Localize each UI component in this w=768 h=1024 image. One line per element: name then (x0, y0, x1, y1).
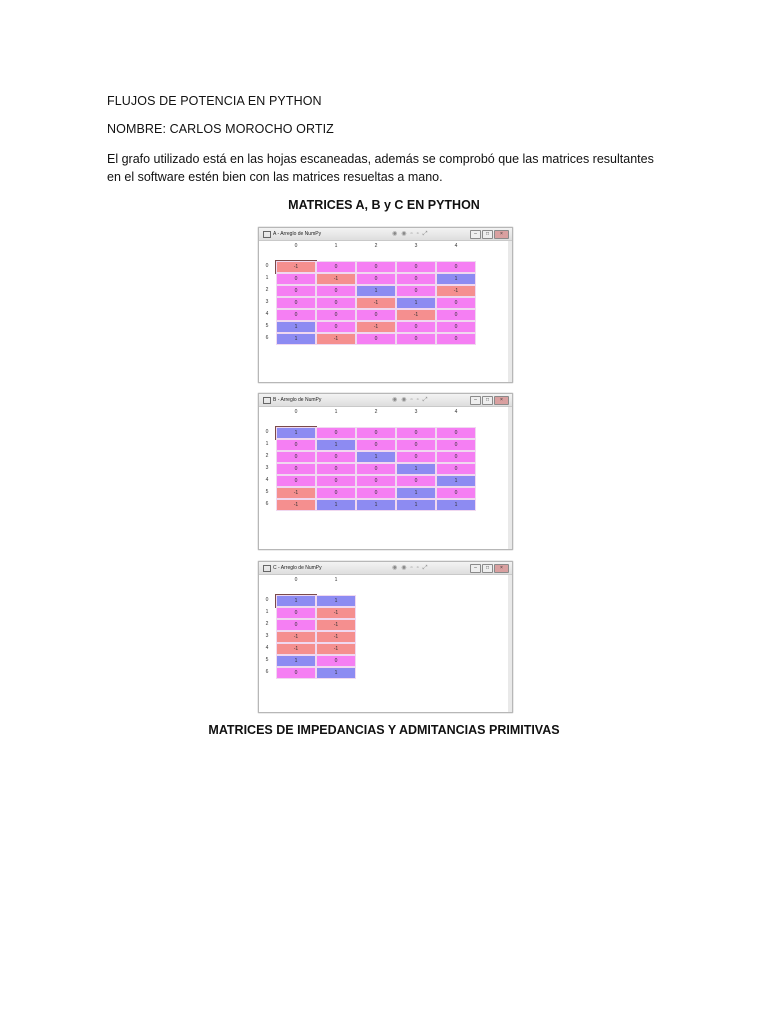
array-cell[interactable]: 0 (276, 451, 316, 463)
array-cell[interactable]: 0 (396, 285, 436, 297)
row-header[interactable]: 2 (265, 453, 269, 459)
array-cell[interactable]: 0 (396, 321, 436, 333)
row-header[interactable]: 0 (265, 597, 269, 603)
array-cell[interactable]: -1 (316, 643, 356, 655)
toolbar-icons[interactable]: ◉◉▫▫⤢ (392, 565, 432, 571)
array-cell[interactable]: -1 (316, 607, 356, 619)
array-cell[interactable]: 1 (276, 333, 316, 345)
column-header[interactable]: 0 (294, 577, 298, 583)
array-cell[interactable]: 1 (396, 463, 436, 475)
window-titlebar[interactable] (259, 562, 512, 575)
array-cell[interactable]: 0 (436, 261, 476, 273)
array-cell[interactable]: 1 (276, 595, 316, 607)
row-header[interactable]: 5 (265, 323, 269, 329)
array-cell[interactable]: 1 (316, 439, 356, 451)
array-cell[interactable]: -1 (276, 643, 316, 655)
column-header[interactable]: 2 (374, 409, 378, 415)
maximize-icon[interactable]: □ (482, 230, 493, 239)
column-header[interactable]: 3 (414, 409, 418, 415)
array-cell[interactable]: 0 (316, 285, 356, 297)
array-cell[interactable]: 0 (276, 607, 316, 619)
array-cell[interactable]: 1 (316, 499, 356, 511)
row-header[interactable]: 1 (265, 275, 269, 281)
array-cell[interactable]: 0 (276, 439, 316, 451)
vertical-scrollbar[interactable] (508, 575, 512, 712)
array-cell[interactable]: 1 (276, 427, 316, 439)
array-cell[interactable]: 0 (316, 261, 356, 273)
array-cell[interactable]: 1 (396, 487, 436, 499)
toolbar-icons[interactable]: ◉◉▫▫⤢ (392, 231, 432, 237)
section-heading-impedances: MATRICES DE IMPEDANCIAS Y ADMITANCIAS PRIMITIVAS (208, 723, 560, 737)
array-cell[interactable]: 1 (396, 499, 436, 511)
row-header[interactable]: 1 (265, 609, 269, 615)
grid-icon (263, 397, 271, 404)
row-header[interactable]: 2 (265, 287, 269, 293)
intro-paragraph (107, 150, 667, 186)
window-titlebar[interactable] (259, 394, 512, 407)
row-header[interactable]: 4 (265, 311, 269, 317)
row-header[interactable]: 3 (265, 633, 269, 639)
array-cell[interactable]: -1 (276, 261, 316, 273)
row-header[interactable]: 3 (265, 299, 269, 305)
array-cell[interactable]: 0 (396, 273, 436, 285)
array-cell[interactable]: 0 (316, 309, 356, 321)
array-cell[interactable]: 1 (436, 499, 476, 511)
row-header[interactable]: 5 (265, 489, 269, 495)
array-cell[interactable]: 0 (396, 451, 436, 463)
array-cell[interactable]: -1 (276, 499, 316, 511)
array-cell[interactable]: 1 (356, 451, 396, 463)
column-header[interactable]: 1 (334, 409, 338, 415)
array-cell[interactable]: 0 (316, 655, 356, 667)
row-header[interactable]: 6 (265, 669, 269, 675)
close-icon[interactable]: × (494, 230, 509, 239)
array-cell[interactable]: 0 (436, 439, 476, 451)
array-cell[interactable]: 0 (276, 309, 316, 321)
array-cell[interactable]: 0 (316, 475, 356, 487)
numpy-window-c[interactable] (258, 561, 513, 713)
array-cell[interactable]: -1 (436, 285, 476, 297)
array-cell[interactable]: 1 (316, 667, 356, 679)
paragraph-line: El grafo utilizado está en las hojas escaneadas, además se comprobó que las matrices resultantes (107, 152, 654, 166)
array-cell[interactable]: 1 (356, 285, 396, 297)
row-header[interactable]: 5 (265, 657, 269, 663)
maximize-icon[interactable]: □ (482, 564, 493, 573)
window-titlebar[interactable] (259, 228, 512, 241)
array-cell[interactable]: -1 (356, 297, 396, 309)
row-header[interactable]: 4 (265, 477, 269, 483)
array-cell[interactable]: 0 (436, 463, 476, 475)
array-grid[interactable] (259, 575, 512, 712)
toolbar-icons[interactable]: ◉◉▫▫⤢ (392, 397, 432, 403)
array-cell[interactable]: 0 (356, 309, 396, 321)
array-cell[interactable]: 0 (316, 487, 356, 499)
array-cell[interactable]: 0 (276, 667, 316, 679)
vertical-scrollbar[interactable] (508, 407, 512, 549)
array-cell[interactable]: 0 (356, 333, 396, 345)
array-cell[interactable]: -1 (356, 321, 396, 333)
author-name: NOMBRE: CARLOS MOROCHO ORTIZ (107, 122, 334, 136)
array-cell[interactable]: 1 (396, 297, 436, 309)
array-cell[interactable]: 0 (356, 427, 396, 439)
array-cell[interactable]: 0 (436, 321, 476, 333)
column-header[interactable]: 1 (334, 243, 338, 249)
row-header[interactable]: 3 (265, 465, 269, 471)
array-cell[interactable]: 0 (356, 475, 396, 487)
array-cell[interactable]: 0 (396, 427, 436, 439)
column-header[interactable]: 3 (414, 243, 418, 249)
column-header[interactable]: 1 (334, 577, 338, 583)
close-icon[interactable]: × (494, 564, 509, 573)
array-grid[interactable] (259, 407, 512, 549)
array-cell[interactable]: 0 (356, 273, 396, 285)
array-cell[interactable]: 0 (436, 297, 476, 309)
array-cell[interactable]: -1 (316, 619, 356, 631)
window-title: C - Arreglo de NumPy (273, 565, 322, 571)
column-header[interactable]: 0 (294, 243, 298, 249)
array-cell[interactable]: 1 (316, 595, 356, 607)
array-cell[interactable]: 0 (436, 487, 476, 499)
array-cell[interactable]: 0 (276, 475, 316, 487)
vertical-scrollbar[interactable] (508, 241, 512, 382)
document-title: FLUJOS DE POTENCIA EN PYTHON (107, 94, 322, 108)
numpy-window-b[interactable] (258, 393, 513, 550)
array-cell[interactable]: 0 (316, 427, 356, 439)
array-cell[interactable]: -1 (276, 487, 316, 499)
column-header[interactable]: 2 (374, 243, 378, 249)
array-cell[interactable]: 0 (316, 321, 356, 333)
array-cell[interactable]: 1 (436, 475, 476, 487)
column-header[interactable]: 4 (454, 243, 458, 249)
row-header[interactable]: 0 (265, 263, 269, 269)
row-header[interactable]: 1 (265, 441, 269, 447)
array-cell[interactable]: 0 (276, 463, 316, 475)
array-grid[interactable] (259, 241, 512, 382)
grid-icon (263, 231, 271, 238)
window-title: B - Arreglo de NumPy (273, 397, 322, 403)
row-header[interactable]: 6 (265, 501, 269, 507)
array-cell[interactable]: -1 (396, 309, 436, 321)
array-cell[interactable]: -1 (276, 631, 316, 643)
array-cell[interactable]: 0 (396, 439, 436, 451)
minimize-icon[interactable]: – (470, 230, 481, 239)
array-cell[interactable]: 0 (436, 333, 476, 345)
array-cell[interactable]: 0 (436, 309, 476, 321)
window-title: A - Arreglo de NumPy (273, 231, 322, 237)
array-cell[interactable]: 0 (356, 463, 396, 475)
array-cell[interactable]: 0 (436, 451, 476, 463)
array-cell[interactable]: 1 (436, 273, 476, 285)
array-cell[interactable]: 1 (276, 655, 316, 667)
maximize-icon[interactable]: □ (482, 396, 493, 405)
array-cell[interactable]: 0 (316, 297, 356, 309)
array-cell[interactable]: -1 (316, 631, 356, 643)
array-cell[interactable]: -1 (316, 333, 356, 345)
array-cell[interactable]: 0 (316, 451, 356, 463)
array-cell[interactable]: 0 (356, 261, 396, 273)
close-icon[interactable]: × (494, 396, 509, 405)
array-cell[interactable]: 1 (276, 321, 316, 333)
column-header[interactable]: 4 (454, 409, 458, 415)
numpy-window-a[interactable] (258, 227, 513, 383)
array-cell[interactable]: 0 (316, 463, 356, 475)
section-heading-matrices-abc: MATRICES A, B y C EN PYTHON (288, 198, 480, 212)
array-cell[interactable]: 0 (396, 333, 436, 345)
row-header[interactable]: 0 (265, 429, 269, 435)
array-cell[interactable]: 1 (356, 499, 396, 511)
row-header[interactable]: 6 (265, 335, 269, 341)
grid-icon (263, 565, 271, 572)
array-cell[interactable]: 0 (396, 261, 436, 273)
row-header[interactable]: 2 (265, 621, 269, 627)
minimize-icon[interactable]: – (470, 564, 481, 573)
minimize-icon[interactable]: – (470, 396, 481, 405)
array-cell[interactable]: 0 (276, 297, 316, 309)
row-header[interactable]: 4 (265, 645, 269, 651)
array-cell[interactable]: 0 (276, 273, 316, 285)
array-cell[interactable]: 0 (356, 487, 396, 499)
array-cell[interactable]: 0 (396, 475, 436, 487)
array-cell[interactable]: 0 (356, 439, 396, 451)
array-cell[interactable]: 0 (276, 285, 316, 297)
array-cell[interactable]: -1 (316, 273, 356, 285)
paragraph-line: en el software estén bien con las matrices resueltas a mano. (107, 170, 443, 184)
column-header[interactable]: 0 (294, 409, 298, 415)
array-cell[interactable]: 0 (276, 619, 316, 631)
array-cell[interactable]: 0 (436, 427, 476, 439)
